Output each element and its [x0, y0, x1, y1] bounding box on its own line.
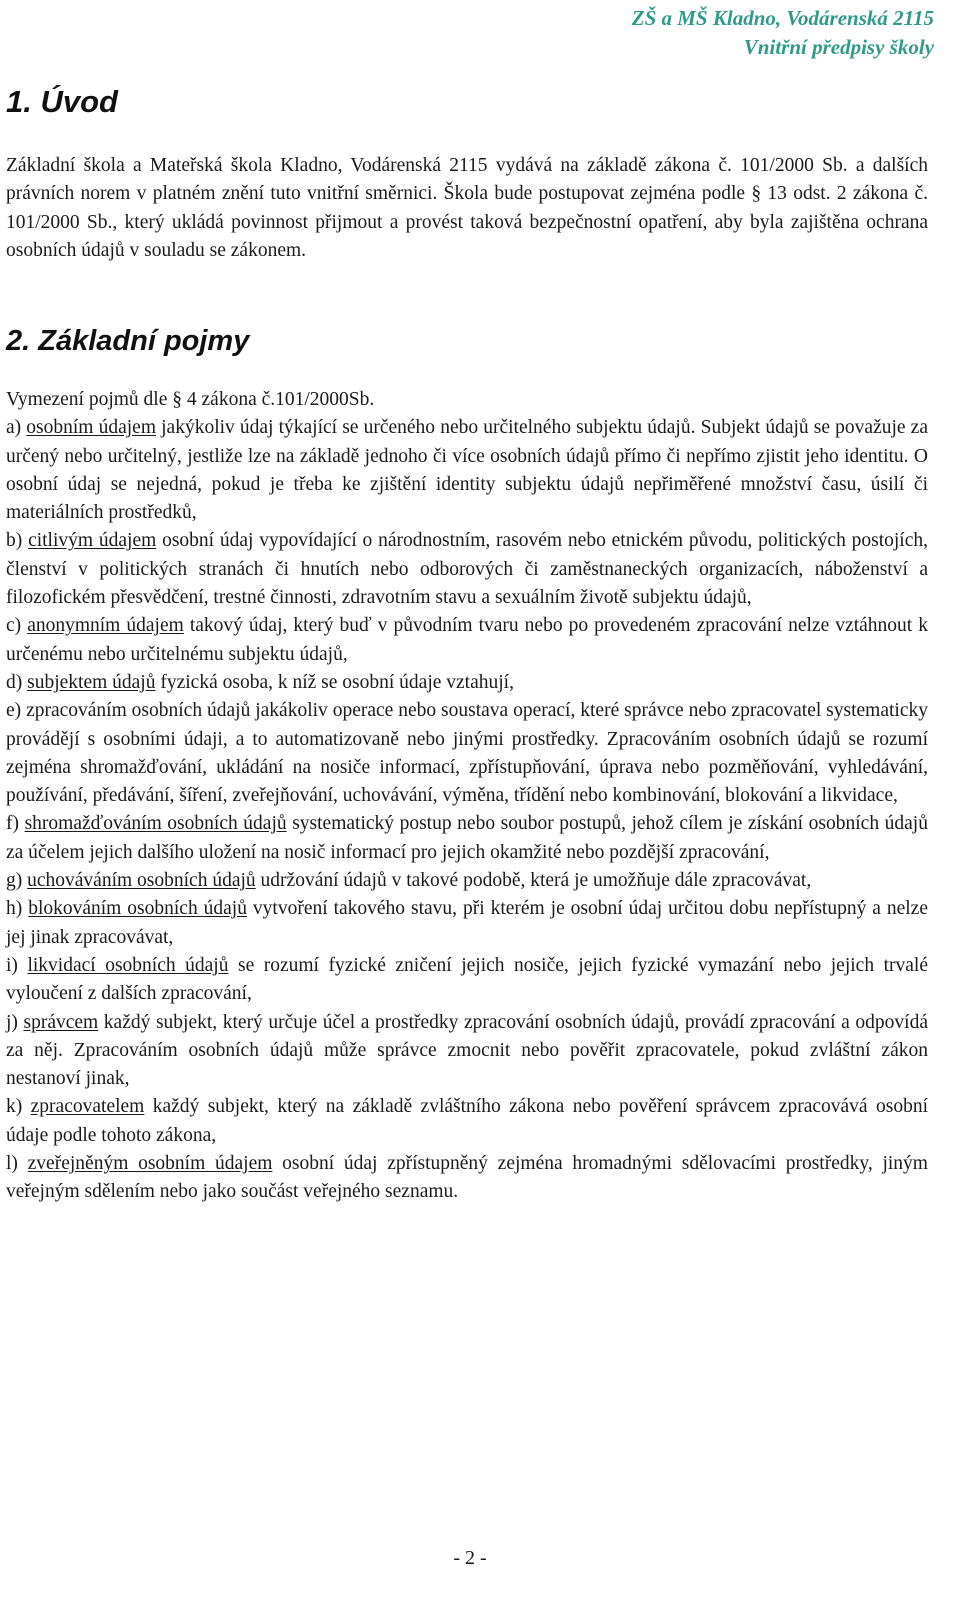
definition-item: [6, 952, 928, 1009]
definition-text: každý subjekt, který na základě zvláštního zákona nebo pověření správcem zpracovává osobní údaje podle tohoto zákona,: [6, 1096, 928, 1146]
header-doc-type: Vnitřní předpisy školy: [743, 35, 934, 59]
definition-term: osobním údajem: [26, 417, 156, 439]
definition-text: fyzická osoba, k níž se osobní údaje vztahují,: [155, 671, 514, 693]
definition-text: se rozumí fyzické zničení jejich nosiče, jejich fyzické vymazání nebo jejich trvalé vyloučení z dalších zpracování,: [6, 954, 928, 1005]
definition-letter: b): [6, 530, 29, 552]
page-number: - 2 -: [453, 1547, 487, 1569]
definition-item: [6, 612, 928, 669]
definition-text: osobní údaj vypovídající o národnostním, rasovém nebo etnickém původu, politických postojích, členství v politických stranách či hnutích nebo odborových či zaměstnaneckých organizacích, náboženství a filozofickém přesvědčení, trestné činnosti, zdravotním stavu a sexuálním životě subjektu údajů,: [6, 530, 929, 609]
definition-item: [6, 895, 928, 952]
definition-letter: j): [6, 1011, 24, 1033]
page-header: [632, 4, 934, 62]
definition-item: [6, 414, 928, 527]
definition-text: udržování údajů v takové podobě, která je umožňuje dále zpracovávat,: [255, 870, 812, 892]
definition-item: [6, 1150, 928, 1207]
definition-term: likvidací osobních údajů: [27, 954, 229, 976]
intro-text: Základní škola a Mateřská škola Kladno, Vodárenská 2115 vydává na základě zákona č. 101/2000 Sb. a dalších právních norem v platném znění tuto vnitřní směrnici. Škola bude postupovat zejména podle § 13 odst. 2 zákona č. 101/2000 Sb., který ukládá povinnost přijmout a provést taková bezpečnostní opatření, aby byla zajištěna ochrana osobních údajů v souladu se zákonem.: [6, 155, 928, 261]
definition-letter: g): [6, 870, 28, 892]
definition-text: každý subjekt, který určuje účel a prostředky zpracování osobních údajů, provádí zpracování a odpovídá za něj. Zpracováním osobních údajů může správce zmocnit nebo pověřit zpracovatele, pokud zvláštní zákon nestanoví jinak,: [6, 1011, 928, 1090]
definition-letter: i): [6, 954, 28, 976]
definition-text: systematický postup nebo soubor postupů, jehož cílem je získání osobních údajů za účelem jejich dalšího uložení na nosič informací pro jejich okamžité nebo pozdější zpracování,: [6, 813, 928, 863]
definition-term: správcem: [23, 1011, 99, 1033]
definition-item: [6, 810, 928, 867]
definition-item: [6, 1009, 928, 1094]
definition-term: uchováváním osobních údajů: [27, 870, 256, 892]
definition-text: vytvoření takového stavu, při kterém je osobní údaj určitou dobu nepřístupný a nelze jej jinak zpracovávat,: [6, 898, 928, 948]
definition-letter: k): [6, 1096, 31, 1118]
definition-item: [6, 669, 928, 697]
definition-item: [6, 1093, 928, 1150]
definition-text: takový údaj, který buď v původním tvaru nebo po provedeném zpracování nelze vztáhnout k určenému nebo určitelnému subjektu údajů,: [6, 615, 928, 665]
definition-letter: a): [6, 417, 27, 439]
definition-letter: h): [6, 898, 29, 920]
definition-text: zpracováním osobních údajů jakákoliv operace nebo soustava operací, které správce nebo zpracovatel systematicky provádějí s osobními údaji, a to automatizovaně nebo jinými prostředky. Zpracováním osobních údajů se rozumí zejména shromažďování, ukládání na nosiče informací, zpřístupňování, úprava nebo pozměňování, vyhledávání, používání, předávání, šíření, zveřejňování, uchovávání, výměna, třídění nebo kombinování, blokování a likvidace,: [6, 700, 928, 807]
definition-text: osobní údaj zpřístupněný zejména hromadnými sdělovacími prostředky, jiným veřejným sdělením nebo jako součást veřejného seznamu.: [6, 1153, 928, 1203]
definition-item: [6, 527, 928, 612]
definition-term: anonymním údajem: [27, 615, 184, 637]
definition-term: zveřejněným osobním údajem: [27, 1153, 273, 1175]
definition-item: [6, 867, 928, 895]
header-school-name: ZŠ a MŠ Kladno, Vodárenská 2115: [631, 6, 934, 30]
definitions-list: [6, 414, 928, 1206]
definition-letter: c): [6, 615, 28, 637]
definition-text: jakýkoliv údaj týkající se určeného nebo určitelného subjektu údajů. Subjekt údajů se považuje za určený nebo určitelný, jestliže lze na základě jednoho či více osobních údajů přímo či nepřímo zjistit jeho identitu. O osobní údaj se nejedná, pokud je třeba ke zjištění identity subjektu údajů nepřiměřené množství času, úsilí či materiálních prostředků,: [6, 417, 928, 524]
definition-term: blokováním osobních údajů: [28, 898, 247, 920]
intro-paragraph: [6, 152, 928, 265]
definition-term: citlivým údajem: [28, 530, 157, 552]
section-title-basic-terms: 2. Základní pojmy: [6, 325, 250, 357]
definition-letter: l): [6, 1153, 28, 1175]
definition-term: subjektem údajů: [27, 671, 156, 693]
definition-letter: f): [6, 813, 25, 835]
definitions-intro: Vymezení pojmů dle § 4 zákona č.101/2000Sb.: [6, 389, 375, 410]
definition-letter: e): [6, 700, 27, 722]
definitions-block: [6, 386, 928, 1207]
definition-letter: d): [6, 671, 28, 693]
section-title-intro: 1. Úvod: [6, 84, 118, 119]
definition-term: shromažďováním osobních údajů: [24, 813, 287, 835]
definition-term: zpracovatelem: [30, 1096, 145, 1118]
definition-item: [6, 697, 928, 810]
page-footer: [0, 1544, 932, 1572]
